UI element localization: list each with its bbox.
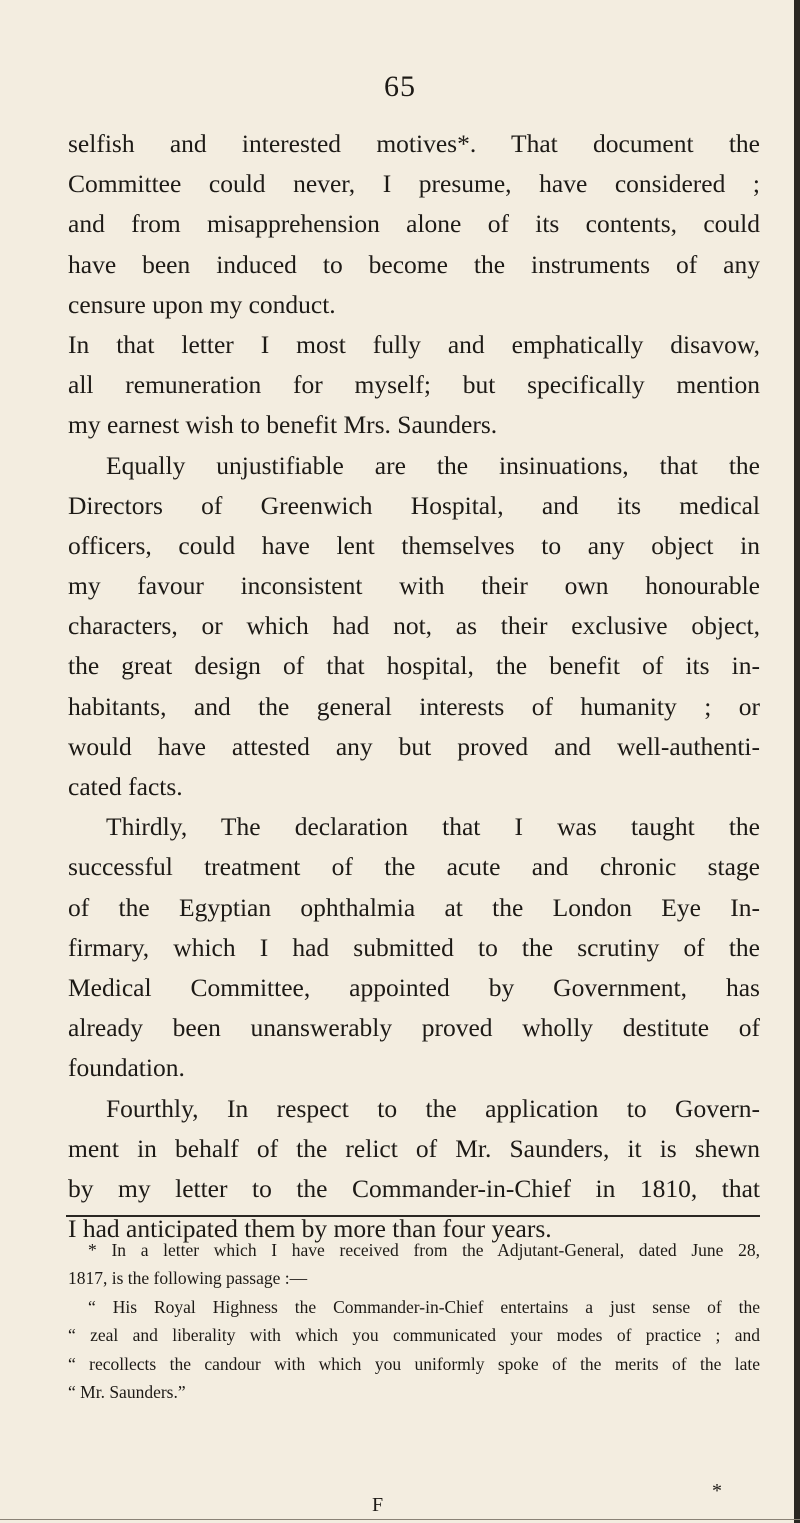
text-line: would have attested any but proved and well-authenti-	[68, 731, 760, 761]
catchword-mark: *	[712, 1480, 722, 1502]
footnote-divider	[66, 1215, 760, 1217]
text-line: the great design of that hospital, the benefit of its in-	[68, 651, 760, 681]
footnote	[68, 1236, 760, 1406]
text-line: firmary, which I had submitted to the scrutiny of the	[68, 932, 760, 962]
footnote-line: * In a letter which I have received from the Adjutant-General, dated June 28,	[88, 1240, 760, 1260]
text-line: Equally unjustifiable are the insinuations, that the	[106, 450, 760, 480]
text-line: already been unanswerably proved wholly destitute of	[68, 1013, 760, 1043]
text-line: and from misapprehension alone of its contents, could	[68, 209, 760, 239]
text-line: selfish and interested motives*. That document the	[68, 129, 760, 158]
footnote-line: “ recollects the candour with which you uniformly spoke of the merits of the late	[68, 1353, 760, 1374]
footnote-line: “ Mr. Saunders.”	[68, 1381, 186, 1402]
text-line: Thirdly, The declaration that I was taught the	[106, 812, 760, 842]
text-line: by my letter to the Commander-in-Chief in 1810, that	[68, 1173, 760, 1203]
text-line: officers, could have lent themselves to any object in	[68, 530, 760, 560]
body-text	[68, 124, 760, 1249]
text-line: all remuneration for myself; but specifically mention	[68, 370, 760, 400]
text-line: characters, or which had not, as their exclusive object,	[68, 611, 760, 641]
text-line: I had anticipated them by more than four years.	[68, 1214, 552, 1244]
text-line: Fourthly, In respect to the application to Govern-	[106, 1093, 760, 1123]
page-footer	[0, 1480, 800, 1522]
text-line: censure upon my conduct.	[68, 289, 336, 319]
text-line: ment in behalf of the relict of Mr. Saunders, it is shewn	[68, 1133, 760, 1163]
text-line: successful treatment of the acute and chronic stage	[68, 852, 760, 882]
signature-mark: F	[372, 1494, 384, 1516]
page-number: 65	[384, 70, 416, 103]
text-line: have been induced to become the instruments of any	[68, 249, 760, 279]
text-line: foundation.	[68, 1053, 185, 1083]
text-line: my favour inconsistent with their own honourable	[68, 571, 760, 601]
footnote-line: “ zeal and liberality with which you communicated your modes of practice ; and	[68, 1325, 760, 1346]
page-edge-shadow	[794, 0, 800, 1523]
text-line: Directors of Greenwich Hospital, and its medical	[68, 490, 760, 520]
text-line: of the Egyptian ophthalmia at the London Eye In-	[68, 892, 760, 922]
text-line: Medical Committee, appointed by Government, has	[68, 972, 760, 1002]
text-line: my earnest wish to benefit Mrs. Saunders.	[68, 410, 498, 440]
text-line: cated facts.	[68, 772, 183, 801]
text-line: In that letter I most fully and emphatically disavow,	[68, 329, 760, 359]
text-line: Committee could never, I presume, have considered ;	[68, 169, 760, 199]
page-bottom-edge	[0, 1519, 800, 1520]
footnote-line: 1817, is the following passage :—	[68, 1268, 308, 1289]
text-line: habitants, and the general interests of humanity ; or	[68, 691, 760, 721]
footnote-line: “ His Royal Highness the Commander-in-Chief entertains a just sense of the	[88, 1296, 760, 1317]
